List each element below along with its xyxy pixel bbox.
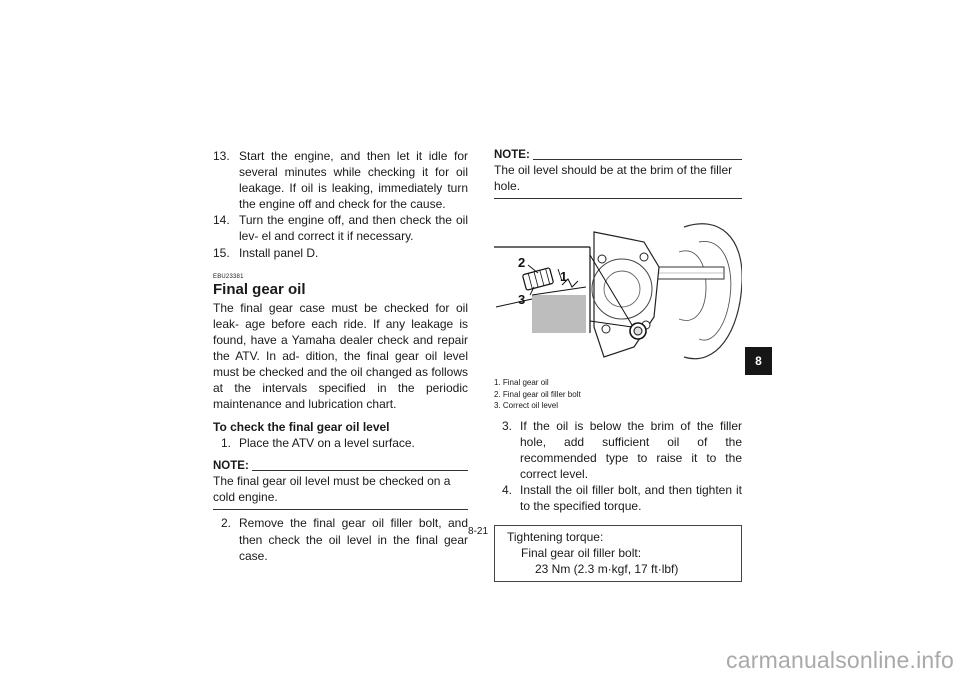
torque-line-3: 23 Nm (2.3 m·kgf, 17 ft·lbf) [535,562,679,577]
step-4 [494,482,742,514]
note-label: NOTE: [213,460,249,473]
step-text: Turn the engine off, and then check the oil lev- el and correct it if necessary. [239,213,468,244]
right-column [494,148,742,582]
page-number: 8-21 [468,526,489,537]
callout-2: 2 [518,255,526,270]
note-label: NOTE: [494,149,530,161]
step-text: Install the oil filler bolt, and then tighten it to the specified torque. [520,482,742,513]
step-14 [213,212,468,244]
step-number: 4. [502,482,513,497]
section-code: EBU23381 [213,273,244,280]
step-3 [494,418,742,482]
step-number: 15. [213,245,230,260]
callout-1: 1 [560,269,568,284]
step-1 [213,435,468,451]
note-rule [533,159,742,160]
step-number: 14. [213,213,230,228]
note-header [494,148,742,162]
torque-line-2: Final gear oil filler bolt: [521,546,642,561]
step-text: Start the engine, and then let it idle for several minutes while checking it for oil leakage. If oil is leaking, immediately turn the engine off and check for the cause. [239,149,468,212]
step-number: 3. [502,418,513,433]
note-header [213,459,468,473]
watermark[interactable]: carmanualsonline.info [726,647,954,673]
caption-1: 1. Final gear oil [494,378,549,387]
step-text: If the oil is below the brim of the filler hole, add sufficient oil of the recommended type to raise it to the correct level. [520,418,742,481]
step-13 [213,148,468,212]
left-column [213,148,468,564]
step-text: Install panel D. [239,245,319,260]
callout-3: 3 [518,292,526,307]
note-rule [252,470,468,471]
caption-2: 2. Final gear oil filler bolt [494,389,581,399]
section-title: Final gear oil [213,280,306,298]
step-text: Place the ATV on a level surface. [239,436,415,451]
step-number: 2. [221,516,232,531]
final-gear-illustration [494,207,742,377]
torque-line-1: Tightening torque: [507,530,604,545]
intro-paragraph: The final gear case must be checked for oil leak- age before each ride. If any leakage is found, have a Yamaha dealer check and repair the ATV. In ad- dition, the final gear oil level must be checked and the oil changed as follows at the intervals specified in the periodic maintenance and lubrication chart. [213,300,468,412]
torque-spec-box [494,525,742,582]
step-15 [213,245,468,261]
step-text: Remove the final gear oil filler bolt, and then check the oil level in the final gear case. [239,516,468,563]
step-2 [213,515,468,563]
chapter-tab: 8 [745,347,772,375]
final-gear-figure [494,207,742,377]
note-text: The oil level should be at the brim of the filler hole. [494,162,742,199]
subheading: To check the final gear oil level [213,420,390,435]
step-number: 1. [221,436,232,451]
caption-3: 3. Correct oil level [494,401,559,410]
step-number: 13. [213,149,230,163]
note-text: The final gear oil level must be checked on a cold engine. [213,473,468,510]
